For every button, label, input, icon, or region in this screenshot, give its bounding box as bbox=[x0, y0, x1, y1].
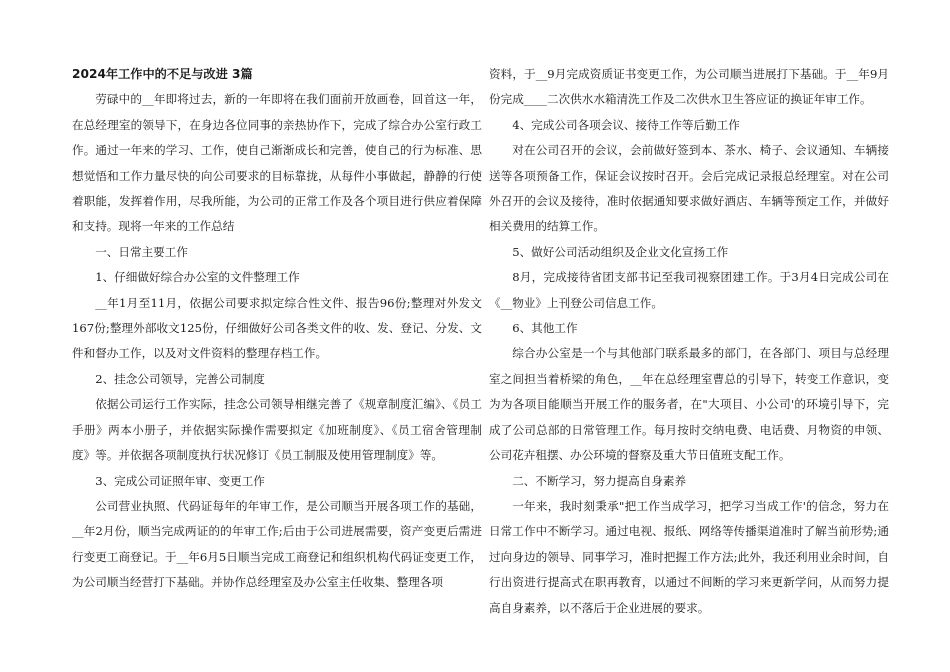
right-column bbox=[489, 62, 889, 621]
subheading-file-work: 1、仔细做好综合办公室的文件整理工作 bbox=[95, 270, 300, 285]
paragraph-company-rules: 依据公司运行工作实际，挂念公司领导相继完善了《规章制度汇编》、《员工手册》两本小册子，并依据实际操作需要拟定《加班制度》、《员工宿舍管理制度》等。并依据各项制度执行状况修订《员工制服及使用管理制度》等。 bbox=[72, 397, 482, 463]
paragraph-learning: 一年来，我时刻秉承"把工作当成学习，把学习当成工作'的信念，努力在日常工作中不断学习。通过电视、报纸、网络等传播渠道准时了解当前形势;通过向身边的领导、同事学习，准时把握工作方法;此外，我还利用业余时间，自行出资进行提高式在职再教育，以通过不间断的学习来更新学问，从而努力提高自身素养，以不落后于企业进展的要求。 bbox=[489, 498, 889, 615]
paragraph-license-continued: 资料，于__9月完成资质证书变更工作，为公司顺当进展打下基础。于__年9月份完成____二次供水水箱清洗工作及二次供水卫生答应证的换证年审工作。 bbox=[489, 67, 889, 107]
page-title: 2024年工作中的不足与改进 3篇 bbox=[72, 67, 253, 81]
paragraph-license-review: 公司营业执照、代码证每年的年审工作，是公司顺当开展各项工作的基础，__年2月份，顺当完成两证的的年审工作;后由于公司进展需要，资产变更后需进行变更工商登记。于__年6月5日顺当完成工商登记和组织机构代码证变更工作，为公司顺当经营打下基础。并协作总经理室及办公室主任收集、整理各项 bbox=[72, 498, 482, 590]
subheading-other-work: 6、其他工作 bbox=[512, 321, 578, 336]
subheading-company-rules: 2、挂念公司领导，完善公司制度 bbox=[95, 371, 265, 386]
section-heading-learning: 二、不断学习，努力提高自身素养 bbox=[512, 473, 687, 488]
subheading-culture: 5、做好公司活动组织及企业文化宣扬工作 bbox=[512, 244, 729, 259]
paragraph-culture: 8月，完成接待省团支部书记至我司视察团建工作。于3月4日完成公司在《__物业》上刊登公司信息工作。 bbox=[489, 270, 889, 310]
left-column bbox=[72, 62, 482, 596]
paragraph-meetings: 对在公司召开的会议，会前做好签到本、茶水、椅子、会议通知、车辆接送等各项预备工作，保证会议按时召开。会后完成记录报总经理室。对在公司外召开的会议及接待，准时依据通知要求做好酒店、车辆等预定工作，并做好相关费用的结算工作。 bbox=[489, 143, 889, 234]
subheading-license-review: 3、完成公司证照年审、变更工作 bbox=[95, 473, 265, 488]
section-heading-daily-work: 一、日常主要工作 bbox=[95, 244, 188, 259]
intro-paragraph: 劳碌中的__年即将过去，新的一年即将在我们面前开放画卷，回首这一年，在总经理室的领导下，在身边各位同事的亲热协作下，完成了综合办公室行政工作。通过一年来的学习、工作，使自己渐渐成长和完善，使自己的行为标准、思想觉悟和工作力量尽快的向公司要求的目标靠拢，从每件小事做起，静静的行使着职能，发挥着作用，尽我所能，为公司的正常工作及各个项目进行供应着保障和支持。现将一年来的工作总结 bbox=[72, 92, 482, 234]
paragraph-other-work: 综合办公室是一个与其他部门联系最多的部门，在各部门、项目与总经理室之间担当着桥梁的角色，__年在总经理室曹总的引导下，转变工作意识，变为为各项目能顺当开展工作的服务者，在"大项目、小公司'的环境引导下，完成了公司总部的日常管理工作。每月按时交纳电费、电话费、月物资的申领、公司花卉租摆、办公环境的督察及重大节日值班支配工作。 bbox=[489, 346, 889, 463]
paragraph-file-work: __年1月至11月，依据公司要求拟定综合性文件、报告96份;整理对外发文167份;整理外部收文125份，仔细做好公司各类文件的收、发、登记、分发、文件和督办工作，以及对文件资料的整理存档工作。 bbox=[72, 295, 482, 361]
subheading-meetings: 4、完成公司各项会议、接待工作等后勤工作 bbox=[512, 117, 740, 132]
